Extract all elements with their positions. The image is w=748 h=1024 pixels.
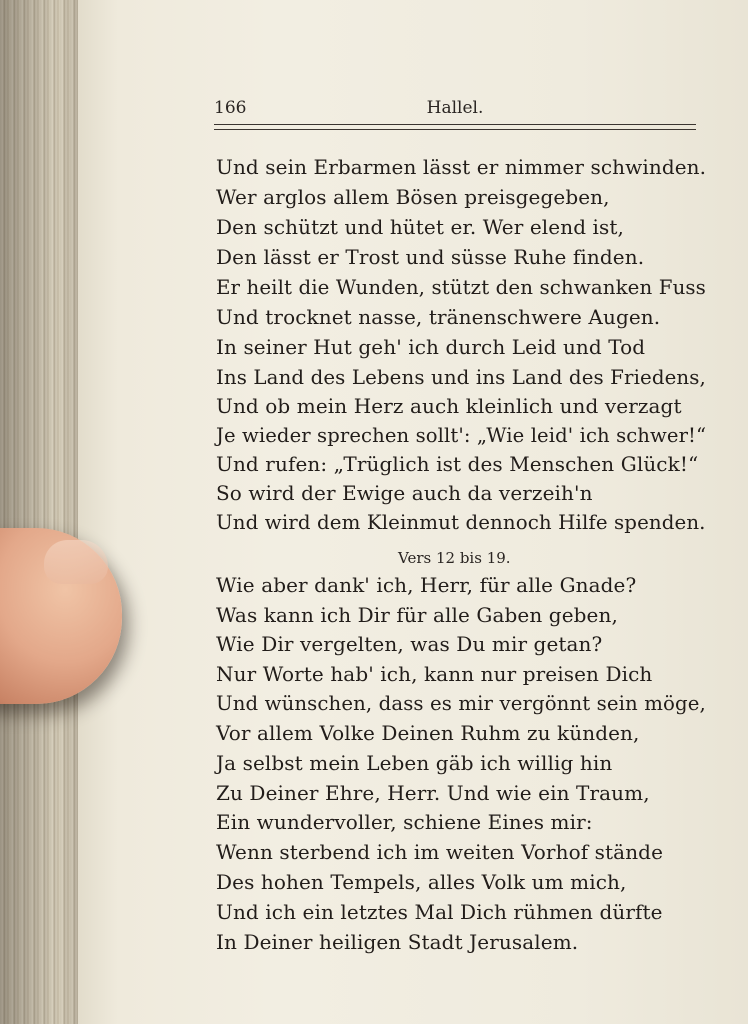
page-header	[214, 98, 696, 124]
poem-line: Wie aber dank' ich, Herr, für alle Gnade?	[216, 573, 637, 597]
poem-line: Und ich ein letztes Mal Dich rühmen dürfte	[216, 900, 663, 924]
page-number: 166	[214, 98, 247, 118]
poem-line: Vor allem Volke Deinen Ruhm zu künden,	[216, 721, 640, 745]
poem-line: Was kann ich Dir für alle Gaben geben,	[216, 603, 618, 627]
poem-line: Wenn sterbend ich im weiten Vorhof stände	[216, 840, 664, 864]
poem-line: Ja selbst mein Leben gäb ich willig hin	[216, 751, 613, 775]
poem-line: Er heilt die Wunden, stützt den schwanken Fuss	[216, 275, 706, 299]
poem-line: Ins Land des Lebens und ins Land des Friedens,	[216, 365, 706, 389]
poem-line: In seiner Hut geh' ich durch Leid und Tod	[216, 335, 646, 359]
poem-line: Zu Deiner Ehre, Herr. Und wie ein Traum,	[216, 781, 650, 805]
poem-line: Und trocknet nasse, tränenschwere Augen.	[216, 305, 661, 329]
running-title: Hallel.	[426, 98, 484, 118]
poem-line: Des hohen Tempels, alles Volk um mich,	[216, 870, 627, 894]
header-double-rule	[214, 124, 696, 130]
poem-line: Und wird dem Kleinmut dennoch Hilfe spenden.	[216, 510, 706, 534]
thumbnail-highlight	[44, 540, 108, 584]
poem-line: So wird der Ewige auch da verzeih'n	[216, 481, 593, 505]
poem-line: Wie Dir vergelten, was Du mir getan?	[216, 632, 603, 656]
poem-line: Und wünschen, dass es mir vergönnt sein möge,	[216, 691, 706, 715]
poem-line: Wer arglos allem Bösen preisgegeben,	[216, 185, 610, 209]
poem-line: Nur Worte hab' ich, kann nur preisen Dich	[216, 662, 653, 686]
poem-line: In Deiner heiligen Stadt Jerusalem.	[216, 930, 579, 954]
poem-line: Und sein Erbarmen lässt er nimmer schwinden.	[216, 155, 707, 179]
poem-line: Je wieder sprechen sollt': „Wie leid' ich schwer!“	[216, 423, 707, 447]
poem-line: Und ob mein Herz auch kleinlich und verzagt	[216, 394, 682, 418]
poem-line: Den lässt er Trost und süsse Ruhe finden.	[216, 245, 645, 269]
poem-line: Den schützt und hütet er. Wer elend ist,	[216, 215, 625, 239]
poem-line: Und rufen: „Trüglich ist des Menschen Glück!“	[216, 452, 699, 476]
poem-line: Ein wundervoller, schiene Eines mir:	[216, 810, 593, 834]
section-heading: Vers 12 bis 19.	[398, 549, 511, 567]
